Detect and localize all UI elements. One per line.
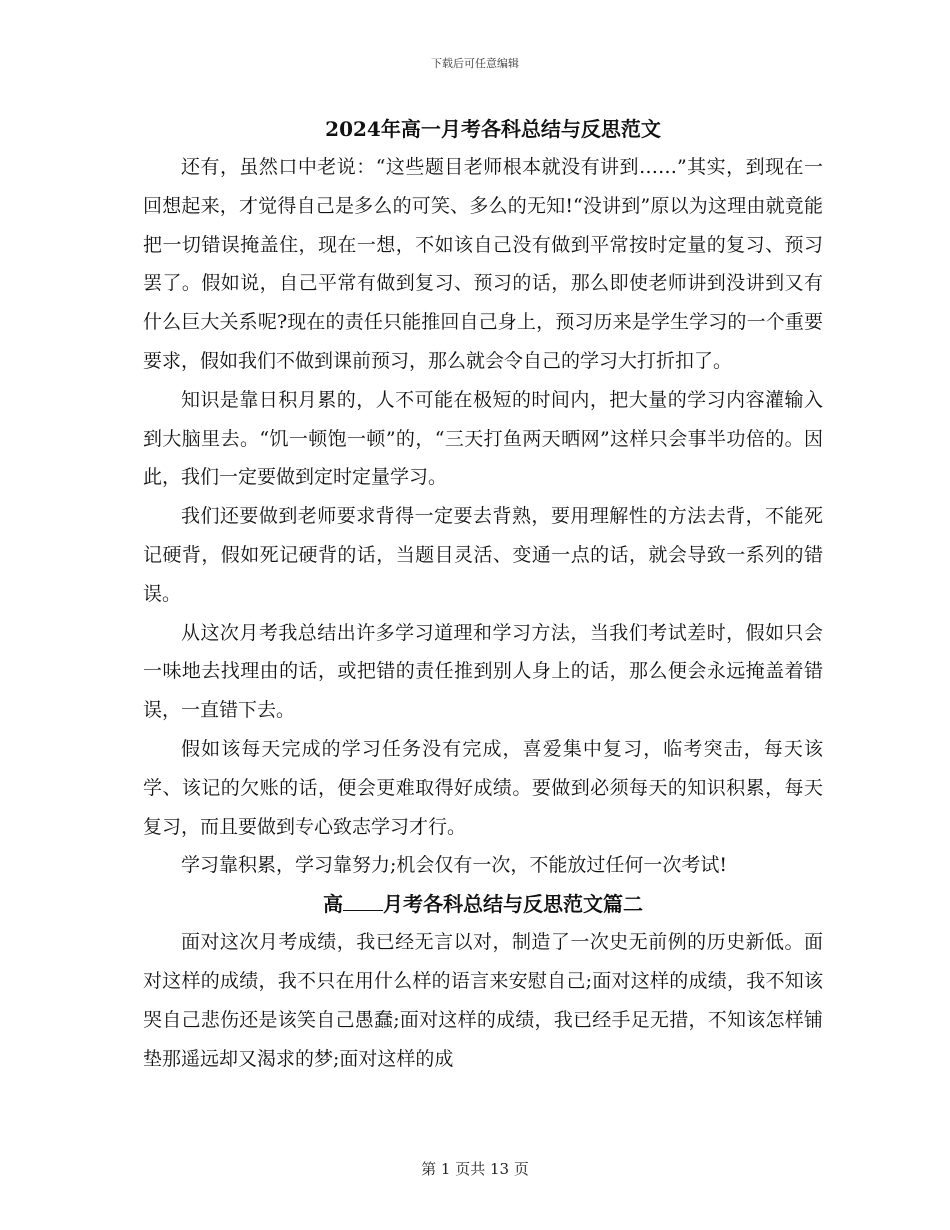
section-title xyxy=(143,885,823,923)
paragraph: 知识是靠日积月累的，人不可能在极短的时间内，把大量的学习内容灌输入到大脑里去。“饥一顿饱一顿”的，“三天打鱼两天晒网”这样只会事半功倍的。因此，我们一定要做到定时定量学习。 xyxy=(143,388,823,489)
page-number: 第 1 页共 13 页 xyxy=(421,1160,529,1178)
paragraph: 面对这次月考成绩，我已经无言以对，制造了一次史无前例的历史新低。面对这样的成绩，我不只在用什么样的语言来安慰自己;面对这样的成绩，我不知该哭自己悲伤还是该笑自己愚蠢;面对这样的成绩，我已经手足无措，不知该怎样铺垫那遥远却又渴求的梦;面对这样的成 xyxy=(143,931,823,1070)
paragraph: 假如该每天完成的学习任务没有完成，喜爱集中复习，临考突击，每天该学、该记的欠账的话，便会更难取得好成绩。要做到必须每天的知识积累，每天复习，而且要做到专心致志学习才行。 xyxy=(143,737,823,838)
page-header-note: 下载后可任意编辑 xyxy=(431,57,519,70)
paragraph: 从这次月考我总结出许多学习道理和学习方法，当我们考试差时，假如只会一味地去找理由的话，或把错的责任推到别人身上的话，那么便会永远掩盖着错误，一直错下去。 xyxy=(143,621,823,722)
section-title-prefix: 高 xyxy=(323,892,343,917)
paragraph: 我们还要做到老师要求背得一定要去背熟，要用理解性的方法去背，不能死记硬背，假如死记硬背的话，当题目灵活、变通一点的话，就会导致一系列的错误。 xyxy=(143,505,823,605)
section-title-suffix: 月考各科总结与反思范文篇二 xyxy=(383,892,643,917)
fill-in-blank xyxy=(343,892,383,911)
document-title: 2024年高一月考各科总结与反思范文 xyxy=(325,117,661,141)
paragraph: 还有，虽然口中老说：“这些题目老师根本就没有讲到……”其实，到现在一回想起来，才觉得自己是多么的可笑、多么的无知!“没讲到”原以为这理由就竟能把一切错误掩盖住，现在一想，不如该自己没有做到平常按时定量的复习、预习罢了。假如说，自己平常有做到复习、预习的话，那么即使老师讲到没讲到又有什么巨大关系呢?现在的责任只能推回自己身上，预习历来是学生学习的一个重要要求，假如我们不做到课前预习，那么就会令自己的学习大打折扣了。 xyxy=(143,156,823,372)
document-body xyxy=(143,112,823,1078)
paragraph: 学习靠积累，学习靠努力;机会仅有一次，不能放过任何一次考试! xyxy=(181,854,728,877)
